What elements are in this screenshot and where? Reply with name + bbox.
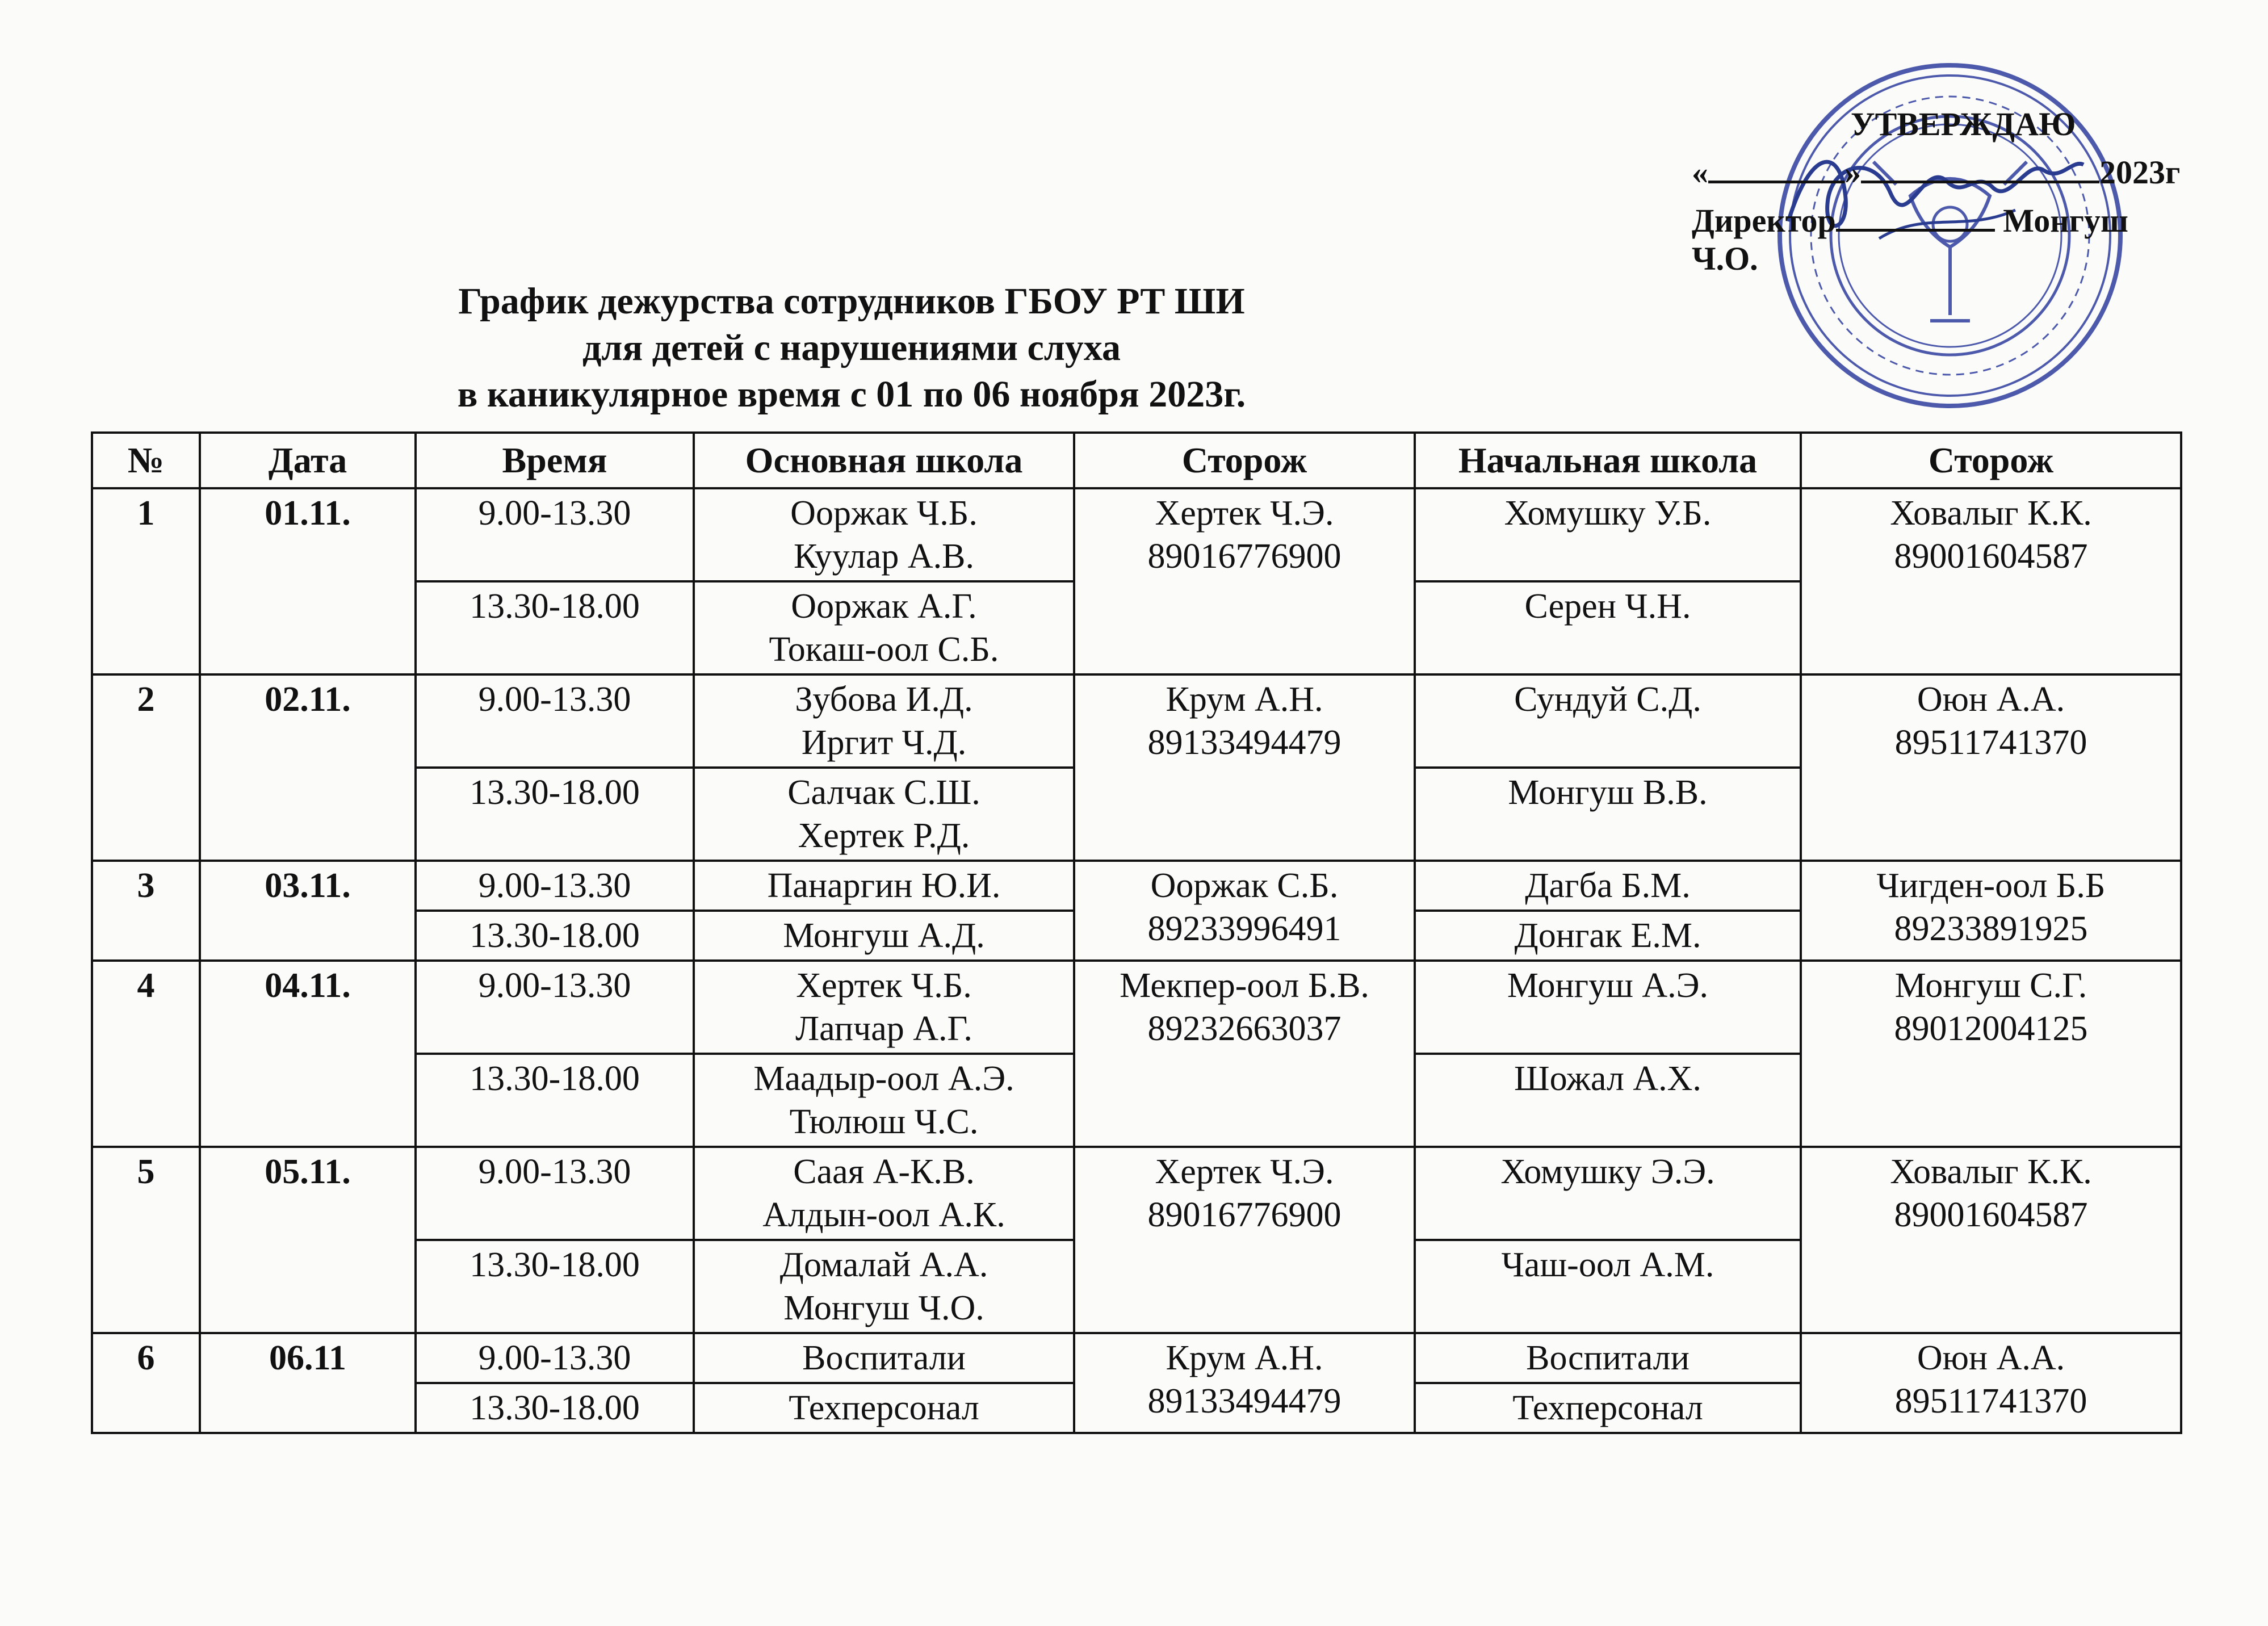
day-number: 1 (92, 488, 200, 674)
day-number: 6 (92, 1333, 200, 1433)
primary-school-staff: Монгуш В.В. (1415, 768, 1801, 861)
primary-school-staff: Шожал А.Х. (1415, 1054, 1801, 1147)
shift-time: 13.30-18.00 (416, 1054, 694, 1147)
guard-main-line: 89016776900 (1147, 1196, 1341, 1234)
table-row (92, 1147, 2181, 1240)
shift-time: 9.00-13.30 (416, 1147, 694, 1240)
table-row (92, 861, 2181, 911)
guard-primary-line: Ховалыг К.К. (1890, 494, 2092, 533)
main-school-staff (694, 1333, 1074, 1383)
guard-primary-line: 89001604587 (1894, 1196, 2088, 1234)
day-date: 04.11. (200, 961, 416, 1147)
guard-primary-line: 89233891925 (1894, 910, 2088, 948)
header-main-school: Основная школа (694, 433, 1074, 488)
header-guard-primary: Сторож (1801, 433, 2181, 488)
guard-primary (1801, 488, 2181, 674)
heading-line-3: в каникулярное время с 01 по 06 ноября 2023г. (457, 374, 1246, 415)
guard-main-line: 89232663037 (1147, 1009, 1341, 1048)
primary-school-staff: Техперсонал (1415, 1383, 1801, 1433)
day-date: 05.11. (200, 1147, 416, 1333)
guard-main-line: 89133494479 (1147, 723, 1341, 762)
shift-time: 9.00-13.30 (416, 1333, 694, 1383)
main-school-staff-line: Салчак С.Ш. (787, 773, 980, 812)
main-school-staff-line: Хертек Ч.Б. (796, 966, 972, 1005)
day-number: 5 (92, 1147, 200, 1333)
main-school-staff-line: Хертек Р.Д. (798, 816, 970, 855)
day-date: 03.11. (200, 861, 416, 961)
primary-school-staff: Донгак Е.М. (1415, 911, 1801, 961)
day-date: 01.11. (200, 488, 416, 674)
shift-time: 13.30-18.00 (416, 1383, 694, 1433)
day-number: 3 (92, 861, 200, 961)
guard-main-line: Хертек Ч.Э. (1155, 494, 1334, 533)
main-school-staff-line: Ооржак Ч.Б. (790, 494, 978, 533)
main-school-staff (694, 911, 1074, 961)
main-school-staff (694, 768, 1074, 861)
primary-school-staff: Хомушку У.Б. (1415, 488, 1801, 581)
shift-time: 9.00-13.30 (416, 961, 694, 1054)
main-school-staff-line: Алдын-оол А.К. (762, 1196, 1005, 1234)
guard-main-line: Мекпер-оол Б.В. (1120, 966, 1369, 1005)
main-school-staff-line: Воспитали (802, 1339, 966, 1377)
day-date: 02.11. (200, 674, 416, 861)
main-school-staff (694, 581, 1074, 674)
main-school-staff-line: Токаш-оол С.Б. (769, 630, 999, 669)
primary-school-staff: Воспитали (1415, 1333, 1801, 1383)
main-school-staff-line: Зубова И.Д. (795, 680, 973, 719)
shift-time: 13.30-18.00 (416, 768, 694, 861)
table-header-row (92, 433, 2181, 488)
main-school-staff-line: Ооржак А.Г. (791, 587, 977, 626)
shift-time: 13.30-18.00 (416, 581, 694, 674)
primary-school-staff: Дагба Б.М. (1415, 861, 1801, 911)
main-school-staff (694, 961, 1074, 1054)
director-label: Директор (1692, 202, 1836, 239)
guard-main (1074, 1333, 1415, 1433)
guard-primary (1801, 1333, 2181, 1433)
guard-main-line: 89016776900 (1147, 537, 1341, 576)
guard-primary-line: Оюн А.А. (1917, 680, 2065, 719)
guard-main (1074, 1147, 1415, 1333)
main-school-staff (694, 488, 1074, 581)
guard-primary-line: 89012004125 (1894, 1009, 2088, 1048)
guard-primary-line: 89511741370 (1894, 1382, 2087, 1420)
primary-school-staff: Серен Ч.Н. (1415, 581, 1801, 674)
main-school-staff (694, 1240, 1074, 1333)
main-school-staff-line: Саая А-К.В. (793, 1153, 975, 1191)
header-primary-school: Начальная школа (1415, 433, 1801, 488)
primary-school-staff: Монгуш А.Э. (1415, 961, 1801, 1054)
main-school-staff-line: Лапчар А.Г. (795, 1009, 972, 1048)
main-school-staff (694, 1147, 1074, 1240)
main-school-staff-line: Куулар А.В. (793, 537, 975, 576)
guard-primary (1801, 1147, 2181, 1333)
guard-main (1074, 674, 1415, 861)
date-open-quote: « (1692, 154, 1708, 191)
header-number: № (92, 433, 200, 488)
primary-school-staff: Хомушку Э.Э. (1415, 1147, 1801, 1240)
main-school-staff (694, 674, 1074, 768)
guard-main-line: Крум А.Н. (1166, 680, 1323, 719)
heading-line-2: для детей с нарушениями слуха (582, 327, 1121, 368)
main-school-staff (694, 1383, 1074, 1433)
main-school-staff (694, 861, 1074, 911)
main-school-staff-line: Домалай А.А. (779, 1246, 988, 1284)
approval-director (1692, 202, 2203, 278)
guard-main-line: Ооржак С.Б. (1150, 866, 1339, 905)
main-school-staff-line: Монгуш А.Д. (783, 916, 985, 955)
guard-primary (1801, 674, 2181, 861)
shift-time: 13.30-18.00 (416, 911, 694, 961)
main-school-staff-line: Иргит Ч.Д. (801, 723, 967, 762)
approval-date (1692, 153, 2203, 191)
day-number: 2 (92, 674, 200, 861)
table-row (92, 674, 2181, 768)
shift-time: 9.00-13.30 (416, 861, 694, 911)
day-date: 06.11 (200, 1333, 416, 1433)
shift-time: 9.00-13.30 (416, 674, 694, 768)
main-school-staff-line: Тюлюш Ч.С. (789, 1103, 979, 1141)
guard-primary-line: 89511741370 (1894, 723, 2087, 762)
date-year: 2023г (2099, 154, 2181, 191)
main-school-staff-line: Панаргин Ю.И. (767, 866, 1001, 905)
table-row (92, 961, 2181, 1054)
guard-main-line: 89133494479 (1147, 1382, 1341, 1420)
header-date: Дата (200, 433, 416, 488)
duty-schedule-table (91, 431, 2182, 1434)
guard-main (1074, 488, 1415, 674)
guard-primary (1801, 861, 2181, 961)
document-heading (397, 278, 1306, 418)
approval-block (1680, 105, 2220, 277)
guard-main (1074, 861, 1415, 961)
date-close-quote: » (1844, 154, 1861, 191)
day-number: 4 (92, 961, 200, 1147)
primary-school-staff: Чаш-оол А.М. (1415, 1240, 1801, 1333)
guard-primary (1801, 961, 2181, 1147)
heading-line-1: График дежурства сотрудников ГБОУ РТ ШИ (458, 280, 1245, 322)
shift-time: 9.00-13.30 (416, 488, 694, 581)
header-time: Время (416, 433, 694, 488)
guard-primary-line: Оюн А.А. (1917, 1339, 2065, 1377)
guard-primary-line: Монгуш С.Г. (1894, 966, 2087, 1005)
main-school-staff-line: Техперсонал (789, 1389, 979, 1427)
guard-main-line: Хертек Ч.Э. (1155, 1153, 1334, 1191)
guard-primary-line: Ховалыг К.К. (1890, 1153, 2092, 1191)
main-school-staff-line: Монгуш Ч.О. (783, 1289, 984, 1327)
guard-main-line: 89233996491 (1147, 910, 1341, 948)
shift-time: 13.30-18.00 (416, 1240, 694, 1333)
table-row (92, 488, 2181, 581)
approval-title: УТВЕРЖДАЮ (1851, 106, 2076, 143)
director-name: Монгуш Ч.О. (1692, 202, 2128, 277)
primary-school-staff: Сундуй С.Д. (1415, 674, 1801, 768)
main-school-staff-line: Маадыр-оол А.Э. (753, 1059, 1014, 1098)
guard-primary-line: 89001604587 (1894, 537, 2088, 576)
guard-main (1074, 961, 1415, 1147)
table-row (92, 1333, 2181, 1383)
main-school-staff (694, 1054, 1074, 1147)
guard-main-line: Крум А.Н. (1166, 1339, 1323, 1377)
guard-primary-line: Чигден-оол Б.Б (1876, 866, 2106, 905)
header-guard-main: Сторож (1074, 433, 1415, 488)
